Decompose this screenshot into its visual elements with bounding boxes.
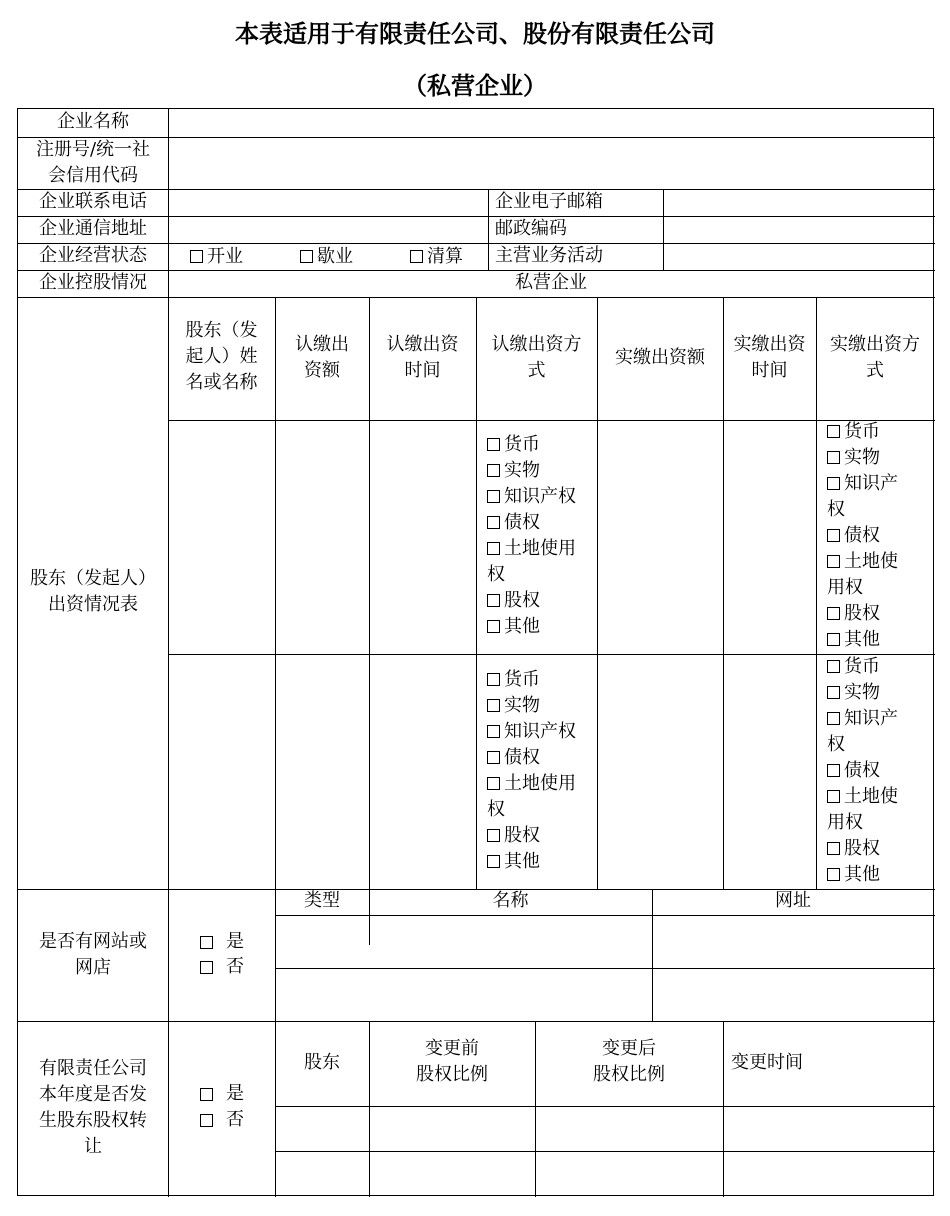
shareholder-section-label: 股东（发起人） 出资情况表	[30, 568, 156, 615]
checkbox-icon	[827, 764, 840, 777]
method-option[interactable]	[827, 471, 932, 523]
status-label: 企业经营状态	[39, 245, 147, 266]
checkbox-icon	[487, 699, 500, 712]
checkbox-icon	[190, 250, 203, 263]
method-option[interactable]	[487, 771, 595, 823]
equity-transfer-label: 有限责任公司 本年度是否发 生股东股权转 让	[39, 1058, 147, 1157]
website-yes-checkbox[interactable]	[200, 936, 213, 949]
method-option[interactable]	[827, 654, 932, 680]
checkbox-icon	[827, 477, 840, 490]
holding-label: 企业控股情况	[39, 272, 147, 293]
method-option-label: 货币	[844, 656, 880, 677]
method-option-label: 股权	[844, 838, 880, 859]
checkbox-icon	[487, 516, 500, 529]
header-shareholder-name: 股东（发 起人）姓 名或名称	[185, 320, 258, 393]
checkbox-icon	[487, 673, 500, 686]
transfer-header-shareholder: 股东	[304, 1052, 340, 1073]
method-option-label: 股权	[504, 825, 540, 846]
method-option[interactable]	[487, 588, 595, 614]
checkbox-icon	[487, 594, 500, 607]
checkbox-icon	[827, 607, 840, 620]
method-option[interactable]	[487, 719, 595, 745]
header-paid-time: 实缴出资 时间	[733, 334, 806, 381]
checkbox-icon	[487, 464, 500, 477]
method-option[interactable]	[487, 849, 595, 875]
checkbox-icon	[410, 250, 423, 263]
checkbox-icon	[487, 855, 500, 868]
method-option[interactable]	[487, 823, 595, 849]
method-option-label: 知识产权	[504, 721, 576, 742]
form-title: 本表适用于有限责任公司、股份有限责任公司	[235, 19, 715, 48]
reg-no-label: 注册号/统一社 会信用代码	[35, 139, 151, 186]
method-list	[487, 667, 595, 875]
address-label: 企业通信地址	[39, 218, 147, 239]
method-option[interactable]	[827, 601, 932, 627]
method-option-label: 货币	[844, 421, 880, 442]
website-header-type: 类型	[304, 890, 340, 911]
checkbox-icon	[487, 620, 500, 633]
checkbox-icon	[827, 633, 840, 646]
method-option-label: 货币	[504, 669, 540, 690]
method-option-label: 土地使 用权	[827, 786, 898, 833]
main-business-label: 主营业务活动	[495, 245, 603, 266]
method-option-label: 实物	[504, 460, 540, 481]
transfer-header-after: 变更后 股权比例	[593, 1038, 665, 1085]
method-option-label: 实物	[504, 695, 540, 716]
checkbox-icon	[827, 660, 840, 673]
method-option[interactable]	[487, 667, 595, 693]
transfer-no-label: 否	[226, 1109, 244, 1130]
method-option[interactable]	[827, 419, 932, 445]
status-option-open[interactable]: 开业	[190, 244, 243, 270]
method-list	[827, 654, 932, 888]
method-option-label: 实物	[844, 682, 880, 703]
method-option[interactable]	[827, 549, 932, 601]
method-option[interactable]	[827, 784, 932, 836]
method-option-label: 土地使用 权	[487, 773, 576, 820]
method-option[interactable]	[487, 745, 595, 771]
form-subtitle: （私营企业）	[403, 71, 547, 100]
method-option[interactable]	[827, 862, 932, 888]
method-option[interactable]	[827, 627, 932, 653]
method-option-label: 知识产 权	[827, 473, 898, 520]
method-option-label: 股权	[504, 590, 540, 611]
transfer-no-checkbox[interactable]	[200, 1114, 213, 1127]
method-option[interactable]	[487, 432, 595, 458]
method-list	[487, 432, 595, 640]
checkbox-icon	[827, 868, 840, 881]
checkbox-icon	[827, 555, 840, 568]
website-yes-label: 是	[226, 931, 244, 952]
company-name-label: 企业名称	[57, 111, 129, 132]
checkbox-icon	[827, 529, 840, 542]
checkbox-icon	[487, 438, 500, 451]
method-option-label: 货币	[504, 434, 540, 455]
method-option-label: 债权	[844, 525, 880, 546]
transfer-yes-label: 是	[226, 1083, 244, 1104]
method-option[interactable]	[827, 445, 932, 471]
status-option-suspended[interactable]: 歇业	[300, 244, 353, 270]
method-option[interactable]	[827, 758, 932, 784]
checkbox-icon	[300, 250, 313, 263]
header-paid-method: 实缴出资方 式	[830, 334, 920, 381]
method-option-label: 土地使 用权	[827, 551, 898, 598]
website-no-checkbox[interactable]	[200, 961, 213, 974]
website-no-label: 否	[226, 956, 244, 977]
status-option-liquidation[interactable]: 清算	[410, 244, 463, 270]
website-header-name: 名称	[492, 890, 529, 911]
checkbox-icon	[827, 712, 840, 725]
postcode-label: 邮政编码	[495, 218, 567, 239]
method-option[interactable]	[827, 836, 932, 862]
transfer-header-time: 变更时间	[731, 1052, 803, 1073]
method-option-label: 债权	[504, 512, 540, 533]
checkbox-icon	[827, 686, 840, 699]
phone-label: 企业联系电话	[39, 191, 147, 212]
method-option[interactable]	[487, 614, 595, 640]
method-option-label: 知识产 权	[827, 708, 898, 755]
method-option-label: 实物	[844, 447, 880, 468]
checkbox-icon	[487, 777, 500, 790]
method-option[interactable]	[827, 523, 932, 549]
checkbox-icon	[487, 490, 500, 503]
header-paid-amount: 实缴出资额	[615, 347, 705, 368]
method-option-label: 其他	[844, 629, 880, 650]
checkbox-icon	[487, 751, 500, 764]
method-option-label: 股权	[844, 603, 880, 624]
transfer-yes-checkbox[interactable]	[200, 1088, 213, 1101]
checkbox-icon	[487, 829, 500, 842]
header-subscribed-method: 认缴出资方 式	[491, 334, 582, 381]
method-option-label: 土地使用 权	[487, 538, 576, 585]
website-label: 是否有网站或 网店	[39, 931, 147, 978]
checkbox-icon	[487, 542, 500, 555]
method-option-label: 其他	[504, 851, 540, 872]
method-option-label: 知识产权	[504, 486, 576, 507]
header-subscribed-time: 认缴出资 时间	[386, 334, 459, 381]
checkbox-icon	[827, 425, 840, 438]
holding-value: 私营企业	[515, 272, 587, 293]
method-option[interactable]	[487, 536, 595, 588]
method-option[interactable]	[487, 510, 595, 536]
checkbox-icon	[827, 842, 840, 855]
method-option-label: 债权	[504, 747, 540, 768]
method-option[interactable]	[487, 484, 595, 510]
method-option-label: 其他	[504, 616, 540, 637]
method-list	[827, 419, 932, 653]
email-label: 企业电子邮箱	[495, 191, 603, 212]
checkbox-icon	[827, 451, 840, 464]
method-option-label: 其他	[844, 864, 880, 885]
website-header-url: 网址	[775, 890, 811, 911]
checkbox-icon	[827, 790, 840, 803]
method-option-label: 债权	[844, 760, 880, 781]
checkbox-icon	[487, 725, 500, 738]
method-option[interactable]	[827, 706, 932, 758]
transfer-header-before: 变更前 股权比例	[416, 1038, 488, 1085]
header-subscribed-amount: 认缴出 资额	[295, 334, 349, 381]
method-option[interactable]	[827, 680, 932, 706]
method-option[interactable]	[487, 693, 595, 719]
method-option[interactable]	[487, 458, 595, 484]
